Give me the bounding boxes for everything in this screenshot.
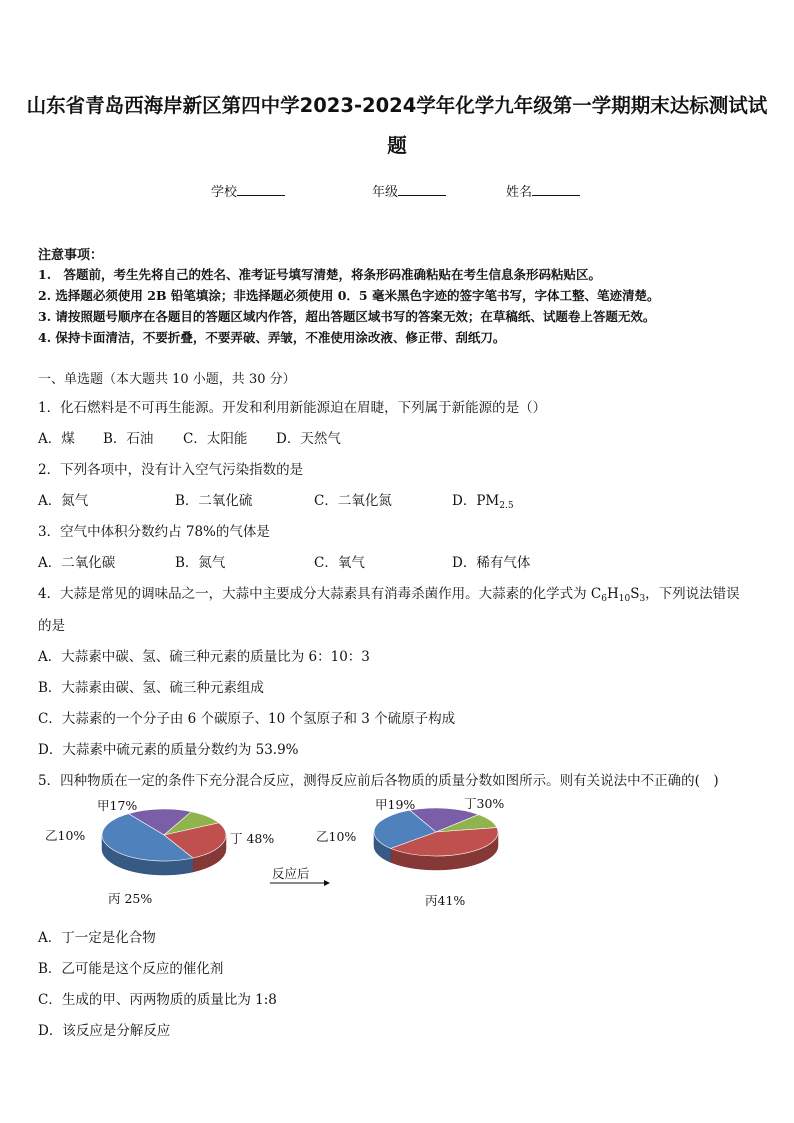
name-label: 姓名: [506, 185, 533, 200]
question-4-stem-line2: 的是: [38, 618, 65, 634]
page-title: 山东省青岛西海岸新区第四中学2023-2024学年化学九年级第一学期期末达标测试试: [26, 94, 768, 117]
question-5-stem: 5．四种物质在一定的条件下充分混合反应，测得反应前后各物质的质量分数如图所示。则有关说法中不正确的( ): [38, 773, 719, 789]
q2-option-c[interactable]: C．二氧化氮: [314, 493, 392, 509]
q4-option-d[interactable]: D．大蒜素中硫元素的质量分数约为 53.9%: [38, 742, 299, 758]
q1-option-b[interactable]: B．石油: [103, 431, 154, 447]
q2-option-a[interactable]: A．氮气: [38, 493, 89, 509]
pie-label-甲: 甲17%: [97, 798, 138, 813]
q1-option-d[interactable]: D．天然气: [276, 431, 341, 447]
school-label: 学校: [211, 185, 238, 200]
grade-blank: [398, 183, 446, 196]
notice-item: 2. 选择题必须使用 2B 铅笔填涂；非选择题必须使用 0．5 毫米黑色字迹的签字笔书写，字体工整、笔迹清楚。: [38, 288, 660, 303]
question-3-stem: 3．空气中体积分数约占 78%的气体是: [38, 524, 270, 540]
q4-formula-sub-s: 3: [639, 594, 646, 604]
grade-field[interactable]: [372, 181, 446, 200]
question-2-stem: 2．下列各项中，没有计入空气污染指数的是: [38, 462, 304, 478]
pie-label-乙: 乙10%: [45, 828, 86, 843]
section-heading: 一、单选题（本大题共 10 小题，共 30 分）: [38, 372, 296, 387]
q4-option-b[interactable]: B．大蒜素由碳、氢、硫三种元素组成: [38, 680, 264, 696]
q5-option-d[interactable]: D．该反应是分解反应: [38, 1023, 171, 1039]
name-field[interactable]: [506, 181, 580, 200]
page-title-continued: 题: [387, 134, 407, 157]
question-1-stem: 1．化石燃料是不可再生能源。开发和利用新能源迫在眉睫，下列属于新能源的是（）: [38, 400, 547, 416]
q5-option-a[interactable]: A．丁一定是化合物: [38, 930, 156, 946]
reaction-arrow-label: 反应后: [272, 866, 310, 881]
pie-label-丁: 丁30%: [464, 796, 505, 811]
notice-heading: 注意事项：: [38, 248, 104, 263]
notice-item: 1. 答题前，考生先将自己的姓名、准考证号填写清楚，将条形码准确粘贴在考生信息条形码粘贴区。: [38, 267, 602, 282]
q4-formula-sub-c: 6: [601, 594, 607, 604]
q2-option-b[interactable]: B．二氧化硫: [175, 493, 253, 509]
q2-option-d[interactable]: [452, 489, 514, 509]
q2-option-d-text: D．PM: [452, 493, 500, 509]
name-blank: [532, 183, 580, 196]
q1-option-a[interactable]: A．煤: [38, 431, 75, 447]
q3-option-a[interactable]: A．二氧化碳: [38, 555, 116, 571]
pie-chart-before: [45, 798, 274, 906]
q3-option-d[interactable]: D．稀有气体: [452, 555, 531, 571]
notice-item: 3. 请按照题号顺序在各题目的答题区域内作答，超出答题区域书写的答案无效；在草稿纸、试题卷上答题无效。: [38, 309, 656, 324]
q3-option-b[interactable]: B．氮气: [175, 555, 226, 571]
q4-formula-s: S: [630, 586, 640, 602]
q4-option-a[interactable]: A．大蒜素中碳、氢、硫三种元素的质量比为 6：10：3: [38, 649, 370, 665]
school-field[interactable]: [211, 181, 285, 200]
pie-label-丁: 丁 48%: [230, 831, 275, 846]
q5-option-c[interactable]: C．生成的甲、丙两物质的质量比为 1:8: [38, 992, 277, 1008]
q4-formula-sub-h: 10: [618, 594, 631, 604]
q4-stem-text: 4．大蒜是常见的调味品之一，大蒜中主要成分大蒜素具有消毒杀菌作用。大蒜素的化学式为 C: [38, 586, 602, 602]
reaction-arrow-head: [324, 880, 330, 886]
q4-option-c[interactable]: C．大蒜素的一个分子由 6 个碳原子、10 个氢原子和 3 个硫原子构成: [38, 711, 456, 727]
q4-stem-tail: ，下列说法错误: [645, 586, 740, 602]
notice-item: 4. 保持卡面清洁，不要折叠，不要弄破、弄皱，不准使用涂改液、修正带、刮纸刀。: [38, 330, 506, 345]
reaction-pie-charts: [40, 795, 520, 915]
q3-option-c[interactable]: C．氧气: [314, 555, 365, 571]
pie-label-丙: 丙41%: [425, 893, 466, 908]
question-4-stem: [38, 582, 740, 602]
pie-chart-after: [316, 796, 504, 908]
pie-label-丙: 丙 25%: [108, 891, 153, 906]
q4-formula-h: H: [606, 586, 619, 602]
q5-option-b[interactable]: B．乙可能是这个反应的催化剂: [38, 961, 224, 977]
school-blank: [237, 183, 285, 196]
pie-label-乙: 乙10%: [316, 829, 357, 844]
pie-label-甲: 甲19%: [375, 797, 416, 812]
grade-label: 年级: [372, 185, 399, 200]
q1-option-c[interactable]: C．太阳能: [183, 431, 248, 447]
q2-option-d-subscript: 2.5: [499, 501, 514, 511]
